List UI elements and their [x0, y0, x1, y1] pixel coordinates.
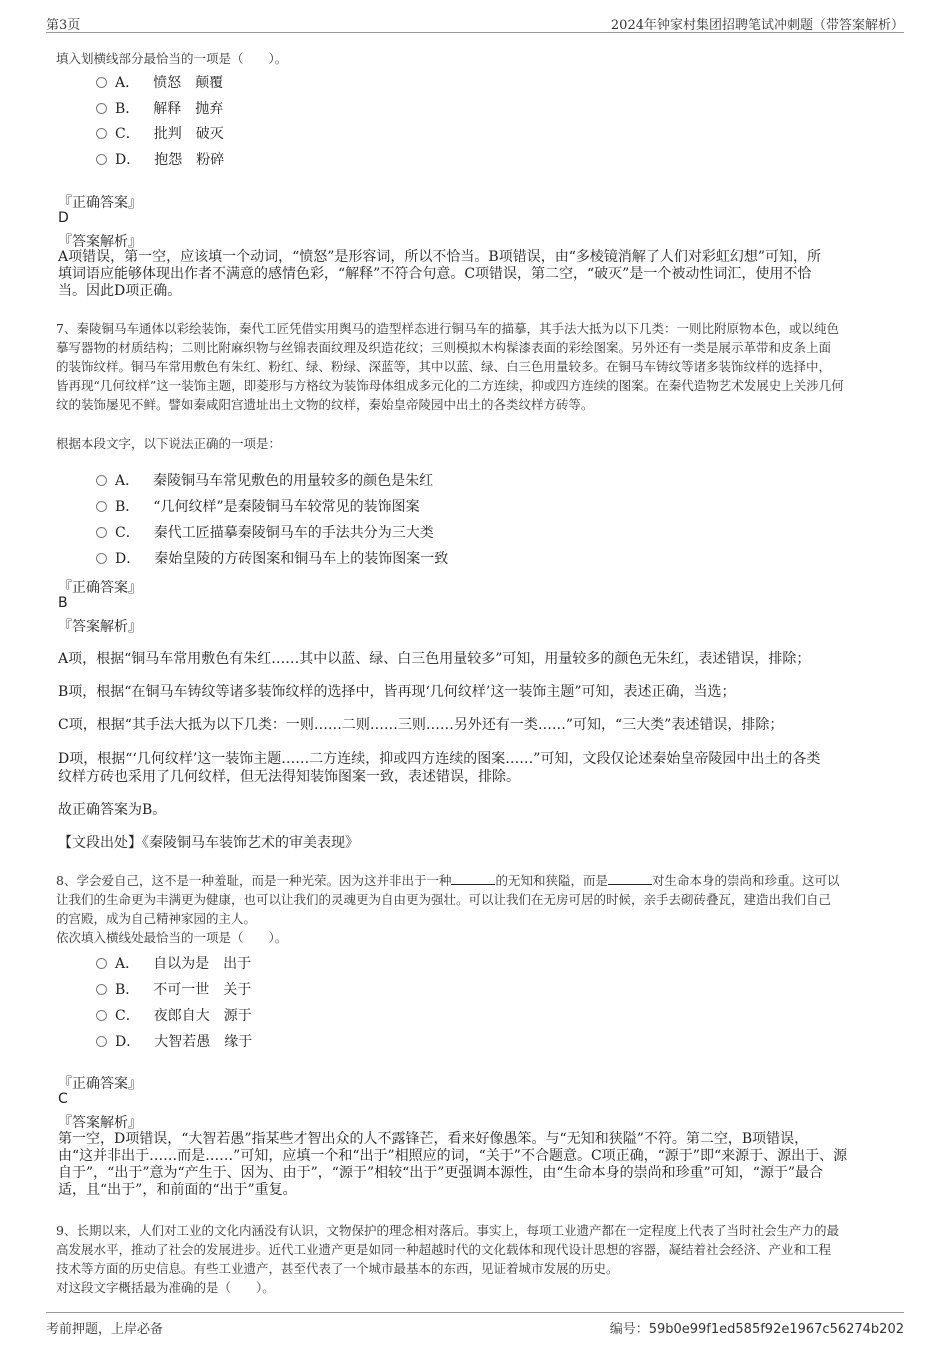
fill-blank: [451, 872, 495, 885]
q7-analysis-d: D项，根据“‘几何纹样’这一装饰主题……二方连续，抑或四方连续的图案……”可知，文段仅论述秦始皇帝陵园中出土的各类 纹样方砖也采用了几何纹样，但无法得知装饰图案一致，表述错误，排除。: [58, 751, 821, 785]
q8-stem: 8、学会爱自己，这不是一种羞耻，而是一种光荣。因为这并非出于一种 的无知和狭隘，而是 对生命本身的崇尚和珍重。这可以 让我们的生命更为丰满更为健康，也可以让我们的灵魂更为自由更为强壮。可以让我们在无房可居的时候，亲手去砌砖叠瓦，建造出我们自己 的宫殿，成为自己精神家园的主人。 依次填入横线处最恰当的一项是（ ）。: [56, 871, 898, 947]
radio-icon[interactable]: [96, 128, 107, 139]
q6-answer: D: [58, 210, 69, 226]
q7-option-b[interactable]: B． “几何纹样”是秦陵铜马车较常见的装饰图案: [96, 496, 420, 516]
q6-option-d[interactable]: D． 抱怨 粉碎: [96, 149, 224, 169]
q7-prompt: 根据本段文字，以下说法正确的一项是：: [56, 436, 282, 451]
q7-analysis-a: A项，根据“铜马车常用敷色有朱红……其中以蓝、绿、白三色用量较多”可知，用量较多的颜色无朱红，表述错误，排除；: [58, 651, 811, 667]
q6-analysis-heading: 『答案解析』: [58, 234, 142, 250]
q8-option-b[interactable]: B． 不可一世 关于: [96, 979, 251, 999]
radio-icon[interactable]: [96, 154, 107, 165]
radio-icon[interactable]: [96, 527, 107, 538]
q6-analysis: A项错误，第一空，应该填一个动词，“愤怒”是形容词，所以不恰当。B项错误，由“多棱镜消解了人们对彩虹幻想”可知，所 填词语应能够体现出作者不满意的感情色彩，“解释”不符合句意。C项错误，第二空，“破灭”是一个被动性词汇，使用不恰 当。因此D项正确。: [58, 249, 822, 299]
q8-answer: C: [58, 1091, 68, 1107]
q7-option-a[interactable]: A． 秦陵铜马车常见敷色的用量较多的颜色是朱红: [96, 470, 433, 490]
radio-icon[interactable]: [96, 475, 107, 486]
q7-stem: 7、秦陵铜马车通体以彩绘装饰，秦代工匠凭借实用舆马的造型样态进行铜马车的描摹，其手法大抵为以下几类：一则比附原物本色，或以纯色 摹写器物的材质结构；二则比附麻织物与丝锦表面纹理及织造花纹；三则模拟木构髹漆表面的彩绘图案。另外还有一类是展示革带和皮条上面 的装饰纹样。铜马车常用敷色有朱红、粉红、绿、粉绿、深蓝等，其中以蓝、绿、白三色用量较多。在铜马车铸纹等诸多装饰纹样的选择中， 皆再现“几何纹样”这一装饰主题，即菱形与方格纹为装饰母体组成多元化的二方连续，抑或四方连续的图案。在秦代造物艺术发展史上关涉几何 纹的装饰屡见不鲜。譬如秦咸阳宫遗址出土文物的纹样，秦始皇帝陵园中出土的各类纹样方砖等。: [56, 321, 844, 412]
q7-option-d[interactable]: D． 秦始皇陵的方砖图案和铜马车上的装饰图案一致: [96, 548, 448, 568]
q7-analysis-b: B项，根据“在铜马车铸纹等诸多装饰纹样的选择中，皆再现‘几何纹样’这一装饰主题”可知，表述正确，当选；: [58, 684, 736, 700]
q6-option-a[interactable]: A． 愤怒 颠覆: [96, 72, 223, 92]
q9-prompt: 对这段文字概括最为准确的是（ ）。: [56, 1280, 275, 1295]
q9-stem: 9、长期以来，人们对工业的文化内涵没有认识，文物保护的理念相对落后。事实上，每项工业遗产都在一定程度上代表了当时社会生产力的最 高发展水平，推动了社会的发展进步。近代工业遗产更是如同一种超越时代的文化载体和现代设计思想的容器，凝结着社会经济、产业和工程 技术等方面的历史信息。有些工业遗产，甚至代表了一个城市最基本的东西，见证着城市发展的历史。 对这段文字概括最为准确的是（ ）。: [56, 1221, 898, 1297]
q8-prompt: 依次填入横线处最恰当的一项是（ ）。: [56, 930, 288, 945]
q6-option-b[interactable]: B． 解释 抛弃: [96, 98, 223, 118]
q7-conclusion: 故正确答案为B。: [58, 802, 167, 818]
page-header: [46, 10, 904, 33]
q7-analysis-heading: 『答案解析』: [58, 619, 142, 635]
fill-blank: [608, 872, 652, 885]
q8-option-a[interactable]: A． 自以为是 出于: [96, 953, 251, 973]
q8-option-c[interactable]: C． 夜郎自大 源于: [96, 1005, 252, 1025]
radio-icon[interactable]: [96, 501, 107, 512]
q8-analysis-heading: 『答案解析』: [58, 1115, 142, 1131]
document-title: 2024年钟家村集团招聘笔试冲刺题（带答案解析）: [610, 18, 904, 33]
q8-answer-heading: 『正确答案』: [58, 1076, 142, 1092]
radio-icon[interactable]: [96, 1010, 107, 1021]
document-code: 编号：59b0e99f1ed585f92e1967c56274b202: [609, 1322, 904, 1337]
q6-option-c[interactable]: C． 批判 破灭: [96, 123, 224, 143]
q8-option-d[interactable]: D． 大智若愚 缘于: [96, 1031, 252, 1051]
radio-icon[interactable]: [96, 77, 107, 88]
q7-option-c[interactable]: C． 秦代工匠描摹秦陵铜马车的手法共分为三大类: [96, 522, 434, 542]
radio-icon[interactable]: [96, 103, 107, 114]
q7-answer-heading: 『正确答案』: [58, 580, 142, 596]
radio-icon[interactable]: [96, 553, 107, 564]
q7-analysis-c: C项，根据“其手法大抵为以下几类：一则……二则……三则……另外还有一类……”可知，“三大类”表述错误，排除；: [58, 717, 784, 733]
page-number: 第3页: [46, 18, 81, 33]
q6-prompt: 填入划横线部分最恰当的一项是（ ）。: [56, 51, 288, 66]
footer-slogan: 考前押题，上岸必备: [46, 1322, 164, 1337]
page-footer: [46, 1312, 904, 1337]
radio-icon[interactable]: [96, 1036, 107, 1047]
q6-answer-heading: 『正确答案』: [58, 195, 142, 211]
q7-answer: B: [58, 595, 68, 611]
radio-icon[interactable]: [96, 984, 107, 995]
q7-source: 【文段出处】《秦陵铜马车装饰艺术的审美表现》: [58, 835, 359, 851]
q8-analysis: 第一空，D项错误，“大智若愚”指某些才智出众的人不露锋芒，看来好像愚笨。与“无知和狭隘”不符。第二空，B项错误， 由“这并非出于……而是……”可知，应填一个和“出于”相照应的词，“关于”不合题意。C项正确，“源于”即“来源于、源出于、源 自于”，“出于”意为“产生于、因为、由于”，“源于”相较“出于”更强调本源性，由“生命本身的崇尚和珍重”可知，“源于”最合 适，且“出于”，和前面的“出于”重复。: [58, 1131, 848, 1198]
radio-icon[interactable]: [96, 958, 107, 969]
